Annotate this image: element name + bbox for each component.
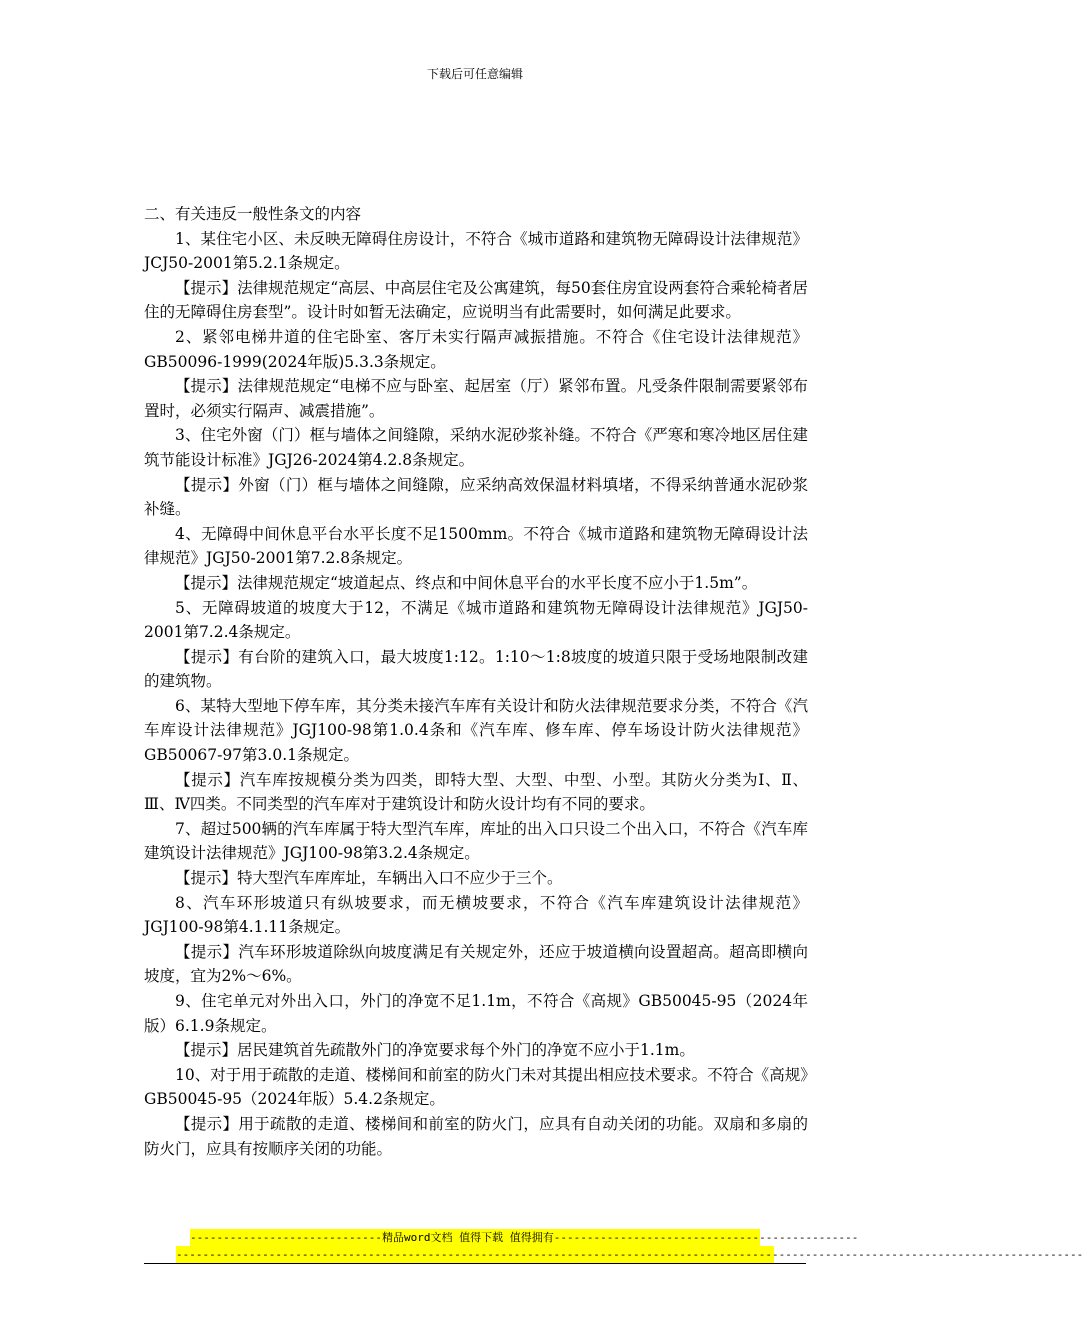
paragraph-tip-1: 【提示】法律规范规定“高层、中高层住宅及公寓建筑，每50套住房宜设两套符合乘轮椅者居住的无障碍住房套型”。设计时如暂无法确定，应说明当有此需要时，如何满足此要求。 (144, 278, 808, 322)
document-body (144, 202, 808, 1161)
paragraph-tip-2: 【提示】法律规范规定“电梯不应与卧室、起居室（厅）紧邻布置。凡受条件限制需要紧邻布置时，必须实行隔声、减震措施”。 (144, 377, 808, 420)
footer-banner-line-2: ----------------------------------------------------------------------------------------------------------------------------------------- (176, 1248, 1083, 1261)
paragraph-item-7: 7、超过500辆的汽车库属于特大型汽车库，库址的出入口只设二个出入口，不符合《汽车库建筑设计法律规范》JGJ100-98第3.2.4条规定。 (144, 819, 808, 863)
header-text: 下载后可任意编辑 (426, 67, 523, 81)
paragraph-tip-7: 【提示】特大型汽车库库址，车辆出入口不应少于三个。 (175, 869, 563, 888)
paragraph-item-3: 3、住宅外窗（门）框与墙体之间缝隙，采纳水泥砂浆补缝。不符合《严寒和寒冷地区居住建筑节能设计标准》JGJ26-2024第4.2.8条规定。 (144, 426, 808, 469)
paragraph-tip-6: 【提示】汽车库按规模分类为四类，即特大型、大型、中型、小型。其防火分类为Ⅰ、Ⅱ、Ⅲ、Ⅳ四类。不同类型的汽车库对于建筑设计和防火设计均有不同的要求。 (144, 770, 808, 814)
paragraph-item-2: 2、紧邻电梯井道的住宅卧室、客厅未实行隔声减振措施。不符合《住宅设计法律规范》GB50096-1999(2024年版)5.3.3条规定。 (144, 327, 808, 371)
paragraph-tip-4: 【提示】法律规范规定“坡道起点、终点和中间休息平台的水平长度不应小于1.5m”。 (175, 573, 758, 592)
footer-divider (144, 1263, 806, 1264)
section-title: 二、有关违反一般性条文的内容 (144, 205, 362, 223)
paragraph-item-4: 4、无障碍中间休息平台水平长度不足1500mm。不符合《城市道路和建筑物无障碍设计法律规范》JGJ50-2001第7.2.8条规定。 (144, 524, 808, 568)
paragraph-item-5: 5、无障碍坡道的坡度大于12，不满足《城市道路和建筑物无障碍设计法律规范》JGJ50-2001第7.2.4条规定。 (144, 598, 808, 642)
paragraph-item-6: 6、某特大型地下停车库，其分类未接汽车库有关设计和防火法律规范要求分类，不符合《汽车库设计法律规范》JGJ100-98第1.0.4条和《汽车库、修车库、停车场设计防火法律规范》GB50067-97第3.0.1条规定。 (144, 696, 808, 765)
page-header (0, 66, 950, 82)
paragraph-item-1: 1、某住宅小区、未反映无障碍住房设计，不符合《城市道路和建筑物无障碍设计法律规范》JCJ50-2001第5.2.1条规定。 (144, 229, 808, 273)
paragraph-item-8: 8、汽车环形坡道只有纵坡要求，而无横坡要求，不符合《汽车库建筑设计法律规范》JGJ100-98第4.1.11条规定。 (144, 893, 808, 937)
paragraph-tip-5: 【提示】有台阶的建筑入口，最大坡度1:12。1:10～1:8坡度的坡道只限于受场地限制改建的建筑物。 (144, 647, 808, 691)
paragraph-tip-10: 【提示】用于疏散的走道、楼梯间和前室的防火门，应具有自动关闭的功能。双扇和多扇的防火门，应具有按顺序关闭的功能。 (144, 1114, 808, 1158)
paragraph-tip-9: 【提示】居民建筑首先疏散外门的净宽要求每个外门的净宽不应小于1.1m。 (175, 1041, 695, 1060)
footer-banner-line-1: -----------------------------精品word文档 值得下载 值得拥有---------------------------------------------- (190, 1231, 859, 1244)
paragraph-item-10: 10、对于用于疏散的走道、楼梯间和前室的防火门未对其提出相应技术要求。不符合《高规》GB50045-95（2024年版）5.4.2条规定。 (144, 1065, 808, 1109)
paragraph-tip-3: 【提示】外窗（门）框与墙体之间缝隙，应采纳高效保温材料填堵，不得采纳普通水泥砂浆补缝。 (144, 475, 808, 519)
paragraph-tip-8: 【提示】汽车环形坡道除纵向坡度满足有关规定外，还应于坡道横向设置超高。超高即横向坡度，宜为2%～6%。 (144, 942, 808, 986)
paragraph-item-9: 9、住宅单元对外出入口，外门的净宽不足1.1m，不符合《高规》GB50045-95（2024年版）6.1.9条规定。 (144, 992, 808, 1035)
footer-banner (176, 1229, 1083, 1263)
